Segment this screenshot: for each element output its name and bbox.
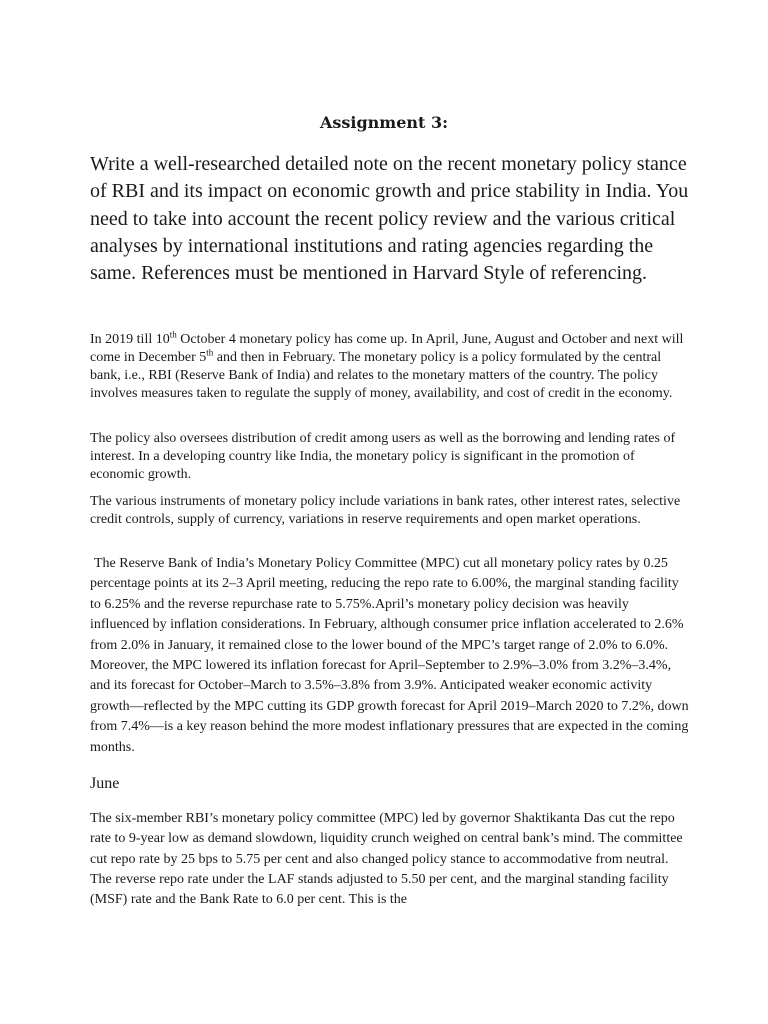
intro-text-b: October 4 monetary policy has come up. In April, June, August and October and next will come in December 5 (90, 332, 684, 365)
paragraph-june-review: The six-member RBI’s monetary policy committee (MPC) led by governor Shaktikanta Das cut the repo rate to 9-year low as demand slowdown, liquidity crunch weighed on central bank’s mind. The committee cut repo rate by 25 bps to 5.75 per cent and also changed policy stance to accommodative from neutral. The reverse repo rate under the LAF stands adjusted to 5.50 per cent, and the marginal standing facility (MSF) rate and the Bank Rate to 6.0 per cent. This is the (90, 811, 683, 908)
assignment-title: Assignment 3: (319, 113, 449, 132)
paragraph-instruments: The various instruments of monetary policy include variations in bank rates, other interest rates, selective credit controls, supply of currency, variations in reserve requirements and open market operations. (90, 494, 681, 527)
ordinal-suffix-1: th (169, 329, 177, 340)
paragraph-credit: The policy also oversees distribution of credit among users as well as the borrowing and lending rates of interest. In a developing country like India, the monetary policy is significant in the promotion of economic growth. (90, 431, 676, 482)
ordinal-suffix-2: th (206, 347, 214, 358)
assignment-prompt: Write a well-researched detailed note on the recent monetary policy stance of RBI and its impact on economic growth and price stability in India. You need to take into account the recent policy review and the various critical analyses by international institutions and rating agencies regarding the same. References must be mentioned in Harvard Style of referencing. (90, 153, 689, 285)
paragraph-april-review: The Reserve Bank of India’s Monetary Policy Committee (MPC) cut all monetary policy rates by 0.25 percentage points at its 2–3 April meeting, reducing the repo rate to 6.00%, the marginal standing facility to 6.25% and the reverse repurchase rate to 5.75%.April’s monetary policy decision was heavily influenced by inflation considerations. In February, although consumer price inflation accelerated to 2.6% from 2.0% in January, it remained close to the lower bound of the MPC’s target range of 2.0% to 6.0%. Moreover, the MPC lowered its inflation forecast for April–September to 2.9%–3.0% from 3.2%–3.4%, and its forecast for October–March to 3.5%–3.8% from 3.9%. Anticipated weaker economic activity growth—reflected by the MPC cutting its GDP growth forecast for April 2019–March 2020 to 7.2%, down from 7.4%—is a key reason behind the more modest inflationary pressures that are expected in the coming months. (90, 556, 689, 755)
intro-text-a: In 2019 till 10 (90, 332, 170, 347)
intro-text-c: and then in February. The monetary policy is a policy formulated by the central bank, i.e., RBI (Reserve Bank of India) and relates to the monetary matters of the country. The policy involves measures taken to regulate the supply of money, availability, and cost of credit in the economy. (90, 350, 673, 401)
section-heading-june: June (90, 775, 120, 792)
paragraph-intro (90, 331, 690, 403)
